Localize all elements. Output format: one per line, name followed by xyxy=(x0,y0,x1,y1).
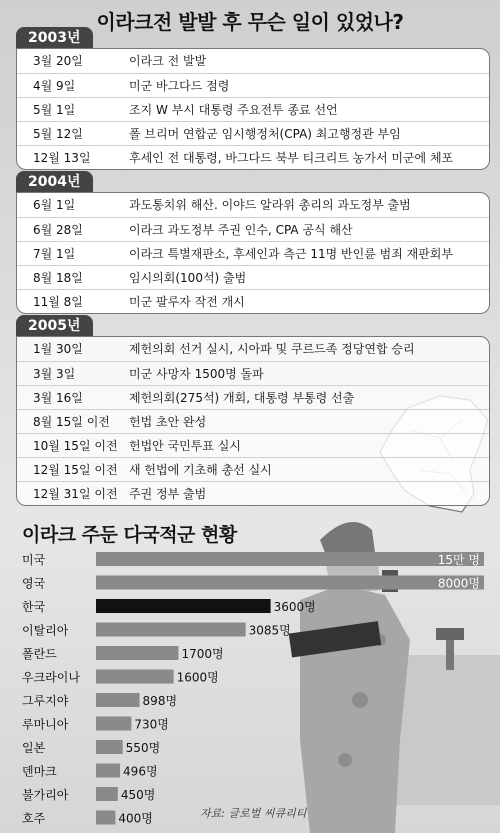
event-text: 이라크 전 발발 xyxy=(129,54,207,68)
bar xyxy=(96,552,484,566)
source-note: 자료: 글로벌 씨큐리티 xyxy=(200,807,307,820)
category-label: 루마니아 xyxy=(22,717,69,732)
category-label: 불가리아 xyxy=(22,788,69,802)
event-date: 1월 30일 xyxy=(33,342,83,356)
event-text: 헌법 초안 완성 xyxy=(129,415,207,429)
event-text: 미군 팔루자 작전 개시 xyxy=(129,295,245,309)
event-date: 5월 12일 xyxy=(33,127,83,141)
value-label: 450명 xyxy=(120,788,156,802)
value-label: 3085명 xyxy=(248,623,291,638)
event-text: 제헌의회 선거 실시, 시아파 및 쿠르드족 정당연합 승리 xyxy=(129,342,415,356)
event-text: 주권 정부 출범 xyxy=(129,487,207,501)
event-date: 6월 28일 xyxy=(33,223,83,237)
bar xyxy=(96,787,118,801)
category-label: 폴란드 xyxy=(22,647,57,661)
value-label: 8000명 xyxy=(437,576,480,591)
event-date: 7월 1일 xyxy=(33,247,76,261)
value-label: 400명 xyxy=(118,811,153,826)
year-tab-1: 2004년 xyxy=(16,171,93,193)
value-label: 1600명 xyxy=(176,670,219,685)
bar xyxy=(96,646,178,660)
bar xyxy=(96,764,120,778)
event-date: 11월 8일 xyxy=(33,295,83,309)
category-label: 이탈리아 xyxy=(22,623,69,638)
value-label: 730명 xyxy=(134,717,169,732)
bar xyxy=(96,811,115,825)
event-text: 새 헌법에 기초해 총선 실시 xyxy=(129,463,272,477)
value-label: 898명 xyxy=(142,694,178,708)
bar xyxy=(96,623,246,637)
chart-title: 이라크 주둔 다국적군 현황 xyxy=(22,524,237,546)
year-tab-0: 2003년 xyxy=(16,27,93,49)
main-title: 이라크전 발발 후 무슨 일이 있었나? xyxy=(96,10,404,34)
event-date: 8월 15일 이전 xyxy=(33,415,110,429)
value-label: 496명 xyxy=(123,764,158,779)
bar xyxy=(96,717,131,731)
event-date: 5월 1일 xyxy=(33,103,76,117)
year-tab-2: 2005년 xyxy=(16,315,93,337)
event-text: 이라크 과도정부 주권 인수, CPA 공식 해산 xyxy=(129,223,353,237)
bar xyxy=(96,599,271,613)
event-date: 12월 13일 xyxy=(33,151,91,165)
event-date: 6월 1일 xyxy=(33,198,76,212)
event-text: 조지 W 부시 대통령 주요전투 종료 선언 xyxy=(129,103,338,117)
category-label: 일본 xyxy=(22,741,46,755)
event-date: 3월 20일 xyxy=(33,54,83,68)
category-label: 영국 xyxy=(22,576,46,591)
event-text: 미군 사망자 1500명 돌파 xyxy=(129,367,264,381)
category-label: 그루지야 xyxy=(22,694,69,708)
bar xyxy=(96,693,140,707)
event-text: 임시의회(100석) 출범 xyxy=(129,271,247,285)
event-date: 10월 15일 이전 xyxy=(33,439,118,453)
event-date: 12월 31일 이전 xyxy=(33,487,118,501)
value-label: 15만 명 xyxy=(437,553,480,567)
event-text: 후세인 전 대통령, 바그다드 북부 티크리트 농가서 미군에 체포 xyxy=(129,151,454,165)
category-label: 덴마크 xyxy=(22,764,57,779)
troop-bar-chart xyxy=(0,548,500,833)
event-text: 폴 브리머 연합군 임시행정처(CPA) 최고행정관 부임 xyxy=(129,127,401,141)
event-date: 4월 9일 xyxy=(33,79,76,93)
event-text: 제헌의회(275석) 개회, 대통령 부통령 선출 xyxy=(129,391,355,405)
event-text: 과도통치위 해산. 이야드 알라위 총리의 과도정부 출범 xyxy=(129,198,411,212)
category-label: 미국 xyxy=(22,553,46,567)
value-label: 1700명 xyxy=(181,647,224,661)
event-text: 헌법안 국민투표 실시 xyxy=(129,439,241,453)
bar xyxy=(96,576,484,590)
category-label: 호주 xyxy=(22,811,46,826)
event-date: 3월 3일 xyxy=(33,367,76,381)
event-text: 이라크 특별재판소, 후세인과 측근 11명 반인륜 범죄 재판회부 xyxy=(129,247,453,261)
bar xyxy=(96,670,174,684)
category-label: 한국 xyxy=(22,600,46,614)
event-text: 미군 바그다드 점령 xyxy=(129,79,230,93)
event-date: 8월 18일 xyxy=(33,271,83,285)
value-label: 550명 xyxy=(125,741,161,755)
event-date: 3월 16일 xyxy=(33,391,83,405)
event-date: 12월 15일 이전 xyxy=(33,463,118,477)
category-label: 우크라이나 xyxy=(22,670,80,685)
value-label: 3600명 xyxy=(273,600,316,614)
bar xyxy=(96,740,123,754)
